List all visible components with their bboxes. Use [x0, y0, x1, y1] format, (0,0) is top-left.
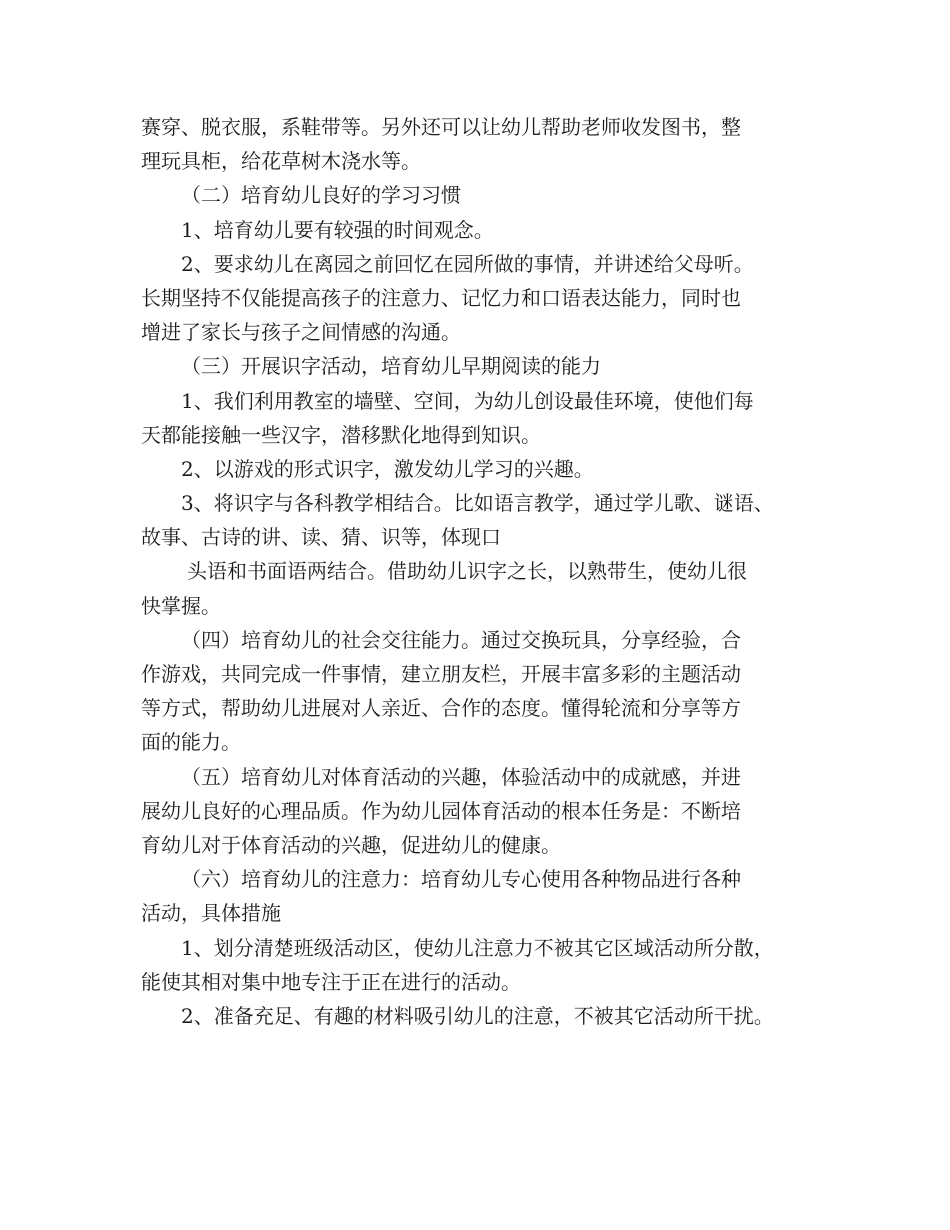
text-line: 作游戏，共同完成一件事情，建立朋友栏，开展丰富多彩的主题活动 [141, 662, 741, 686]
section-heading: （五）培育幼儿对体育活动的兴趣，体验活动中的成就感，并进 [181, 764, 741, 789]
text-line: 增进了家长与孩子之间情感的沟通。 [141, 320, 461, 345]
text-line: 1、划分清楚班级活动区，使幼儿注意力不被其它区域活动所分散， [181, 935, 774, 960]
section-heading: （三）开展识字活动，培育幼儿早期阅读的能力 [181, 354, 601, 379]
text-line: 2、要求幼儿在离园之前回忆在园所做的事情，并讲述给父母听。 [181, 251, 754, 276]
text-line: 理玩具柜，给花草树木浇水等。 [141, 149, 421, 174]
text-line: 2、以游戏的形式识字，激发幼儿学习的兴趣。 [181, 456, 594, 481]
text-line: 头语和书面语两结合。借助幼儿识字之长，以熟带生，使幼儿很 [187, 559, 747, 584]
text-line: 展幼儿良好的心理品质。作为幼儿园体育活动的根本任务是：不断培 [141, 798, 741, 823]
section-heading: （二）培育幼儿良好的学习习惯 [181, 183, 461, 208]
text-line: 活动，具体措施 [141, 901, 281, 926]
text-line: 长期坚持不仅能提高孩子的注意力、记忆力和口语表达能力，同时也 [141, 285, 741, 310]
text-line: 等方式，帮助幼儿进展对人亲近、合作的态度。懂得轮流和分享等方 [141, 696, 741, 721]
text-line: 2、准备充足、有趣的材料吸引幼儿的注意，不被其它活动所干扰。 [181, 1003, 774, 1028]
text-line: 天都能接触一些汉字，潜移默化地得到知识。 [141, 422, 541, 447]
text-line: 育幼儿对于体育活动的兴趣，促进幼儿的健康。 [141, 832, 561, 857]
document-body [141, 110, 831, 1033]
text-line: 1、我们利用教室的墙壁、空间，为幼儿创设最佳环境，使他们每 [181, 388, 754, 413]
text-line: 赛穿、脱衣服，系鞋带等。另外还可以让幼儿帮助老师收发图书，整 [141, 115, 741, 139]
text-line: 能使其相对集中地专注于正在进行的活动。 [141, 969, 521, 994]
text-line: 1、培育幼儿要有较强的时间观念。 [181, 217, 494, 242]
text-line: 故事、古诗的讲、读、猜、识等，体现口 [141, 525, 501, 550]
text-line: 3、将识字与各科教学相结合。比如语言教学，通过学儿歌、谜语、 [181, 491, 774, 516]
text-line: 面的能力。 [141, 730, 241, 755]
text-line: 快掌握。 [141, 593, 221, 618]
section-heading: （六）培育幼儿的注意力：培育幼儿专心使用各种物品进行各种 [181, 867, 741, 892]
section-heading: （四）培育幼儿的社会交往能力。通过交换玩具，分享经验，合 [181, 627, 741, 652]
